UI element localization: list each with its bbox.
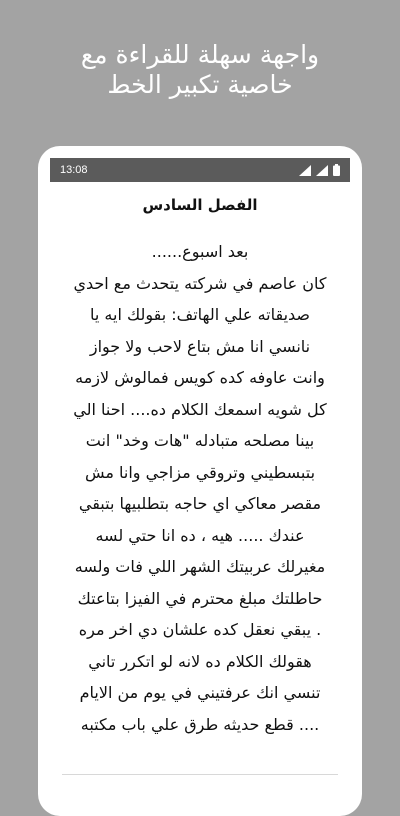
text-line: مقصر معاكي اي حاجه بتطلبيها بتبقي	[78, 494, 322, 513]
text-line: وانت عاوفه كده كويس فمالوش لازمه	[75, 368, 325, 387]
bottom-divider	[62, 774, 338, 775]
wifi-icon	[316, 165, 328, 176]
status-icons	[299, 164, 340, 176]
text-line: بعد اسبوع......	[151, 242, 249, 261]
status-bar	[50, 158, 350, 182]
text-line: .... قطع حديثه طرق علي باب مكتبه	[80, 714, 320, 734]
text-line: بينا مصلحه متبادله "هات وخد" انت	[85, 431, 315, 450]
text-line: نانسي انا مش بتاع لاحب ولا جواز	[89, 336, 311, 356]
text-line: هقولك الكلام ده لانه لو اتكرر تاني	[88, 651, 312, 671]
text-line: تنسي انك عرفتيني في يوم من الايام	[79, 683, 321, 702]
text-line: حاطلتك مبلغ محترم في الفيزا بتاعتك	[77, 588, 323, 608]
text-line: . يبقي نعقل كده علشان دي اخر مره	[78, 620, 322, 639]
text-line: عندك ..... هيه ، ده انا حتي لسه	[95, 525, 305, 545]
status-time: 13:08	[60, 164, 88, 176]
chapter-title: الفصل السادس	[142, 196, 258, 214]
signal-icon	[299, 165, 311, 176]
promo-line-1: واجهة سهلة للقراءة مع	[80, 40, 320, 69]
text-line: بتبسطيني وتروقي مزاجي وانا مش	[84, 462, 316, 482]
chapter-text	[56, 236, 344, 740]
promo-line-2: خاصية تكبير الخط	[107, 70, 293, 99]
text-line: كان عاصم في شركته يتحدث مع احدي	[73, 273, 327, 293]
promo-caption	[0, 40, 400, 100]
text-line: مغيرلك عربيتك الشهر اللي فات ولسه	[74, 557, 326, 576]
text-line: صديقاته علي الهاتف: بقولك ايه يا	[90, 305, 310, 324]
text-line: كل شويه اسمعك الكلام ده.... احنا الي	[73, 399, 327, 419]
battery-icon	[333, 164, 340, 176]
phone-screen	[50, 158, 350, 800]
reader-content[interactable]	[50, 194, 350, 740]
